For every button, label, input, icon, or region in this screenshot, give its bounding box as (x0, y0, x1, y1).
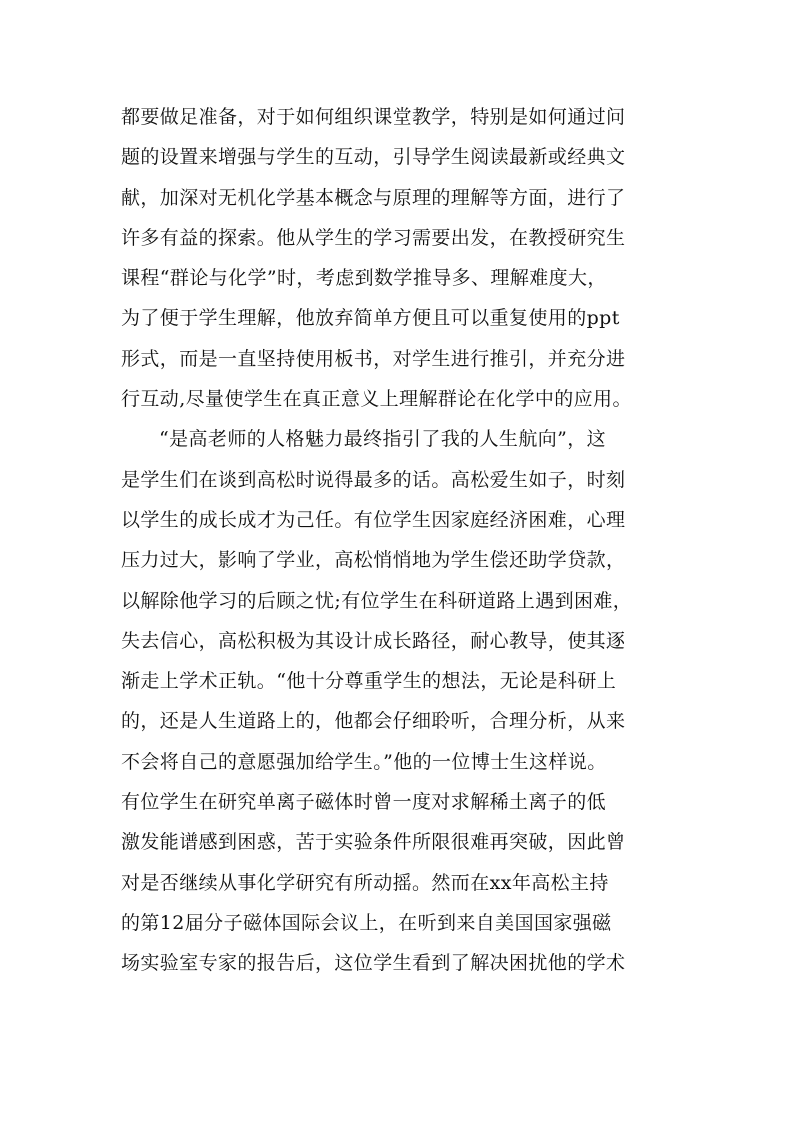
text-line: 不会将自己的意愿强加给学生。”他的一位博士生这样说。 (121, 750, 607, 773)
text-line: 激发能谱感到困惑，苦于实验条件所限很难再突破，因此曾 (121, 831, 626, 854)
text-line: 有位学生在研究单离子磁体时曾一度对求解稀土离子的低 (121, 791, 607, 814)
text-line: 形式，而是一直坚持使用板书，对学生进行推引，并充分进 (121, 347, 626, 370)
paragraph-first-line: “是高老师的人格魅力最终指引了我的人生航向”，这 (159, 428, 607, 451)
text-line: 以学生的成长成才为己任。有位学生因家庭经济困难，心理 (121, 508, 626, 531)
text-line: 献，加深对无机化学基本概念与原理的理解等方面，进行了 (121, 186, 626, 209)
text-line: 行互动,尽量使学生在真正意义上理解群论在化学中的应用。 (121, 388, 632, 411)
text-line: 题的设置来增强与学生的互动，引导学生阅读最新或经典文 (121, 146, 626, 169)
text-line: 场实验室专家的报告后，这位学生看到了解决困扰他的学术 (121, 952, 626, 975)
text-line: 的，还是人生道路上的，他都会仔细聆听，合理分析，从来 (121, 710, 626, 733)
text-line: 对是否继续从事化学研究有所动摇。然而在xx年高松主持 (121, 871, 609, 894)
text-line: 失去信心，高松积极为其设计成长路径，耐心教导，使其逐 (121, 629, 626, 652)
text-line: 课程“群论与化学”时，考虑到数学推导多、理解难度大， (121, 267, 607, 290)
text-line: 为了便于学生理解，他放弃简单方便且可以重复使用的ppt (121, 307, 620, 330)
text-line: 许多有益的探索。他从学生的学习需要出发，在教授研究生 (121, 226, 626, 249)
text-line: 压力过大，影响了学业，高松悄悄地为学生偿还助学贷款， (121, 549, 626, 572)
body-text (121, 97, 681, 984)
text-line: 的第12届分子磁体国际会议上，在听到来自美国国家强磁 (121, 911, 612, 934)
text-line: 都要做足准备，对于如何组织课堂教学，特别是如何通过问 (121, 106, 626, 128)
text-line: 是学生们在谈到高松时说得最多的话。高松爱生如子，时刻 (121, 468, 626, 491)
text-line: 以解除他学习的后顾之忧;有位学生在科研道路上遇到困难， (121, 589, 633, 612)
text-line: 渐走上学术正轨。“他十分尊重学生的想法，无论是科研上 (121, 670, 617, 693)
